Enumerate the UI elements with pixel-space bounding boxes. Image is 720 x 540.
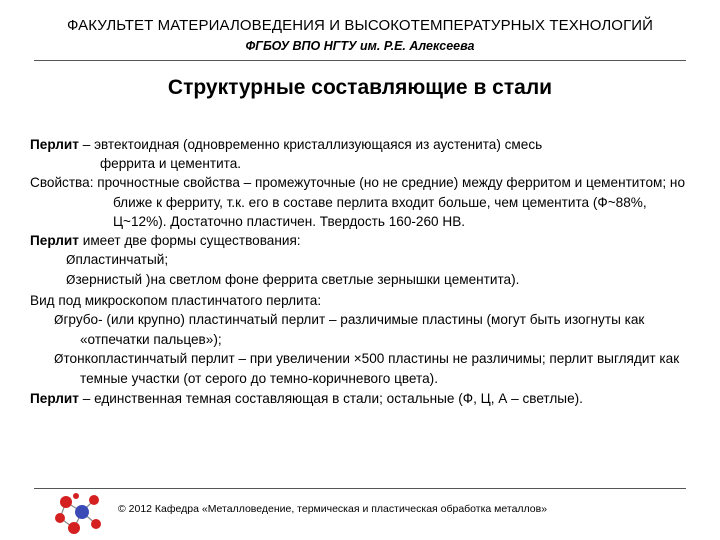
definition-continuation: феррита и цементита. <box>100 156 242 172</box>
arrow-bullet-icon: Ø <box>66 273 76 288</box>
term-pearlite: Перлит <box>30 137 79 152</box>
pearlite-summary <box>30 389 690 408</box>
slide-title: Структурные составляющие в стали <box>167 76 553 99</box>
definition-text: – эвтектоидная (одновременно кристаллизующаяся из аустенита) смесь <box>78 137 543 152</box>
department-name: ФАКУЛЬТЕТ МАТЕРИАЛОВЕДЕНИЯ И ВЫСОКОТЕМПЕРАТУРНЫХ ТЕХНОЛОГИЙ <box>66 17 654 34</box>
forms-intro-text: имеет две формы существования: <box>78 233 301 249</box>
list-item <box>30 250 690 270</box>
list-item <box>30 349 690 388</box>
summary-text: – единственная темная составляющая в стали; остальные (Ф, Ц, А – светлые). <box>78 390 583 406</box>
arrow-bullet-icon: Ø <box>54 312 64 327</box>
pearlite-definition <box>30 135 690 154</box>
arrow-bullet-icon: Ø <box>66 253 76 268</box>
slide-body <box>30 135 690 408</box>
form-lamellar: пластинчатый; <box>75 252 169 268</box>
atom-lattice-logo-icon <box>52 488 108 538</box>
microscope-intro: Вид под микроскопом пластинчатого перлита: <box>30 292 322 308</box>
properties-paragraph: Свойства: прочностные свойства – промежуточные (но не средние) между ферритом и цементитом; но ближе к ферриту, т.к. его в составе перлита входит больше, чем цементита (Ф~88%, Ц~12%). Достаточно пластичен. Твердость 160-260 НВ. <box>30 175 686 229</box>
term-pearlite: Перлит <box>30 390 79 406</box>
form-granular: зернистый )на светлом фоне феррита светлые зернышки цементита). <box>75 272 520 288</box>
forms-intro <box>30 231 690 250</box>
university-name: ФГБОУ ВПО НГТУ им. Р.Е. Алексеева <box>245 39 475 53</box>
header-divider <box>34 60 686 61</box>
fine-pearlite: тонкопластинчатый перлит – при увеличении ×500 пластины не различимы; перлит выглядит как темные участки (от серого до темно-коричневого цвета). <box>63 351 680 387</box>
list-item <box>30 270 690 290</box>
footer-copyright: © 2012 Кафедра «Металловедение, термическая и пластическая обработка металлов» <box>118 503 548 515</box>
coarse-pearlite: грубо- (или крупно) пластинчатый перлит – различимые пластины (могут быть изогнуты как «отпечатки пальцев»); <box>63 311 645 348</box>
term-pearlite: Перлит <box>30 233 79 249</box>
arrow-bullet-icon: Ø <box>54 352 64 367</box>
slide-header <box>0 16 720 55</box>
list-item <box>30 310 690 349</box>
footer-divider <box>34 488 686 489</box>
